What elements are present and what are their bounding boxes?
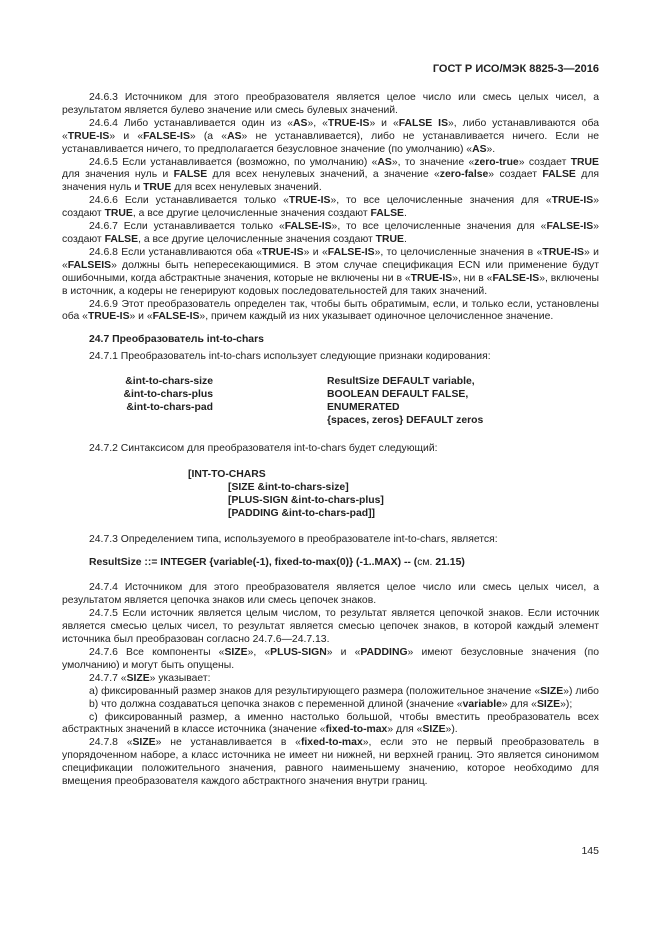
encoding-property-name: &int-to-chars-pad [126,402,213,414]
paragraph-24-7-6: 24.7.6 Все компоненты «SIZE», «PLUS-SIGN» и «PADDING» имеют безусловные значения (по умолчанию) и могут быть опущены. [62,647,599,671]
encoding-property-name: &int-to-chars-size [125,376,213,388]
paragraph-24-6-4: 24.6.4 Либо устанавливается один из «AS», «TRUE-IS» и «FALSE IS», либо устанавливаются оба «TRUE-IS» и «FALSE-IS» (а «AS» не устанавливается), либо не устанавливается ничего. Если не устанавливается ничего, то предполагается безусловное значение (по умолчанию) «AS». [62,117,600,155]
paragraph-24-7-4: 24.7.4 Источником для этого преобразователя является целое число или смесь целых чисел, а результатом является цепочка знаков или смесь цепочек знаков. [62,582,599,607]
type-definition: ResultSize ::= INTEGER {variable(-1), fixed-to-max(0)} (-1..MAX) -- (см. 21.15) [89,556,465,568]
syntax-block [188,469,599,521]
page-number: 145 [581,845,599,857]
encoding-property-value: BOOLEAN DEFAULT FALSE, [327,389,469,401]
paragraph-24-6-9: 24.6.9 Этот преобразователь определен так, чтобы быть обратимым, если, и только если, установлены оба «TRUE-IS» и «FALSE-IS», причем каждый из них указывает одиночное целочисленное значение. [62,298,599,323]
paragraph-24-6-7: 24.6.7 Если устанавливается только «FALSE-IS», то все целочисленные значения для «FALSE-IS» создают FALSE, а все другие целочисленные значения создают TRUE. [62,221,599,245]
list-item-c: с) фиксированный размер, а именно настолько большой, чтобы вместить преобразователь всех абстрактных значений в классе источника (значение «fixed-to-max» для «SIZE»). [62,711,599,736]
syntax-line: [PLUS-SIGN &int-to-chars-plus] [228,494,384,506]
paragraph-24-7-3: 24.7.3 Определением типа, используемого в преобразователе int-to-chars, является: [89,533,498,545]
syntax-line: [PADDING &int-to-chars-pad]] [228,507,375,519]
encoding-property-value: ENUMERATED [327,402,400,414]
encoding-properties [62,376,599,430]
list-item-b: b) что должна создаваться цепочка знаков с переменной длиной (значение «variable» для «SIZE»); [89,698,573,710]
paragraph-24-6-8: 24.6.8 Если устанавливаются оба «TRUE-IS» и «FALSE-IS», то целочисленные значения в «TRUE-IS» и «FALSEIS» должны быть непересекающимися. В этом случае спецификация ECN или применение будут ошибочными, когда абстрактные значения, которые не включены ни в «TRUE-IS», ни в «FALSE-IS», включены в источник, а кодеры не генерируют кодовых последовательностей для таких значений. [62,246,599,297]
paragraph-24-6-3: 24.6.3 Источником для этого преобразователя является целое число или смесь целых чисел, а результатом является булево значение или смесь булевых значений. [62,92,599,116]
list-item-a: а) фиксированный размер знаков для результирующего размера (положительное значение «SIZE») либо [89,685,599,697]
paragraph-24-7-2: 24.7.2 Синтаксисом для преобразователя int-to-chars будет следующий: [89,443,438,455]
paragraph-24-6-6: 24.6.6 Если устанавливается только «TRUE-IS», то все целочисленные значения для «TRUE-IS» создают TRUE, а все другие целочисленные значения создают FALSE. [62,195,599,220]
paragraph-24-6-5: 24.6.5 Если устанавливается (возможно, по умолчанию) «AS», то значение «zero-true» создает TRUE для значения нуль и FALSE для всех ненулевых значений, а значение «zero-false» создает FALSE для значения нуль и TRUE для всех ненулевых значений. [62,156,600,194]
encoding-property-value: ResultSize DEFAULT variable, [327,376,475,388]
page-header: ГОСТ Р ИСО/МЭК 8825-3—2016 [432,63,599,75]
page-body [62,92,599,789]
paragraph-24-7-8: 24.7.8 «SIZE» не устанавливается в «fixed-to-max», если это не первый преобразователь в упорядоченном наборе, а класс источника не имеет ни нижней, ни верхней границ. Это является синонимом спецификации положительного значения, равного наименьшему значению, которое необходимо для вмещения преобразователя каждого абстрактного значения внутри границ. [62,737,599,788]
section-heading-24-7: 24.7 Преобразователь int-to-chars [89,334,264,346]
syntax-head: [INT-TO-CHARS [188,469,266,481]
paragraph-24-7-7: 24.7.7 «SIZE» указывает: [89,672,211,684]
paragraph-24-7-5: 24.7.5 Если источник является целым числом, то результат является цепочкой знаков. Если источник является смесью целых чисел, то результат является смесью цепочек знаков, в которой каждый элемент источника был преобразован согласно 24.7.6—24.7.13. [62,608,599,646]
encoding-property-name: &int-to-chars-plus [123,389,213,401]
syntax-line: [SIZE &int-to-chars-size] [228,481,349,493]
paragraph-24-7-1: 24.7.1 Преобразователь int-to-chars использует следующие признаки кодирования: [89,351,491,363]
encoding-property-value: {spaces, zeros} DEFAULT zeros [327,415,484,427]
